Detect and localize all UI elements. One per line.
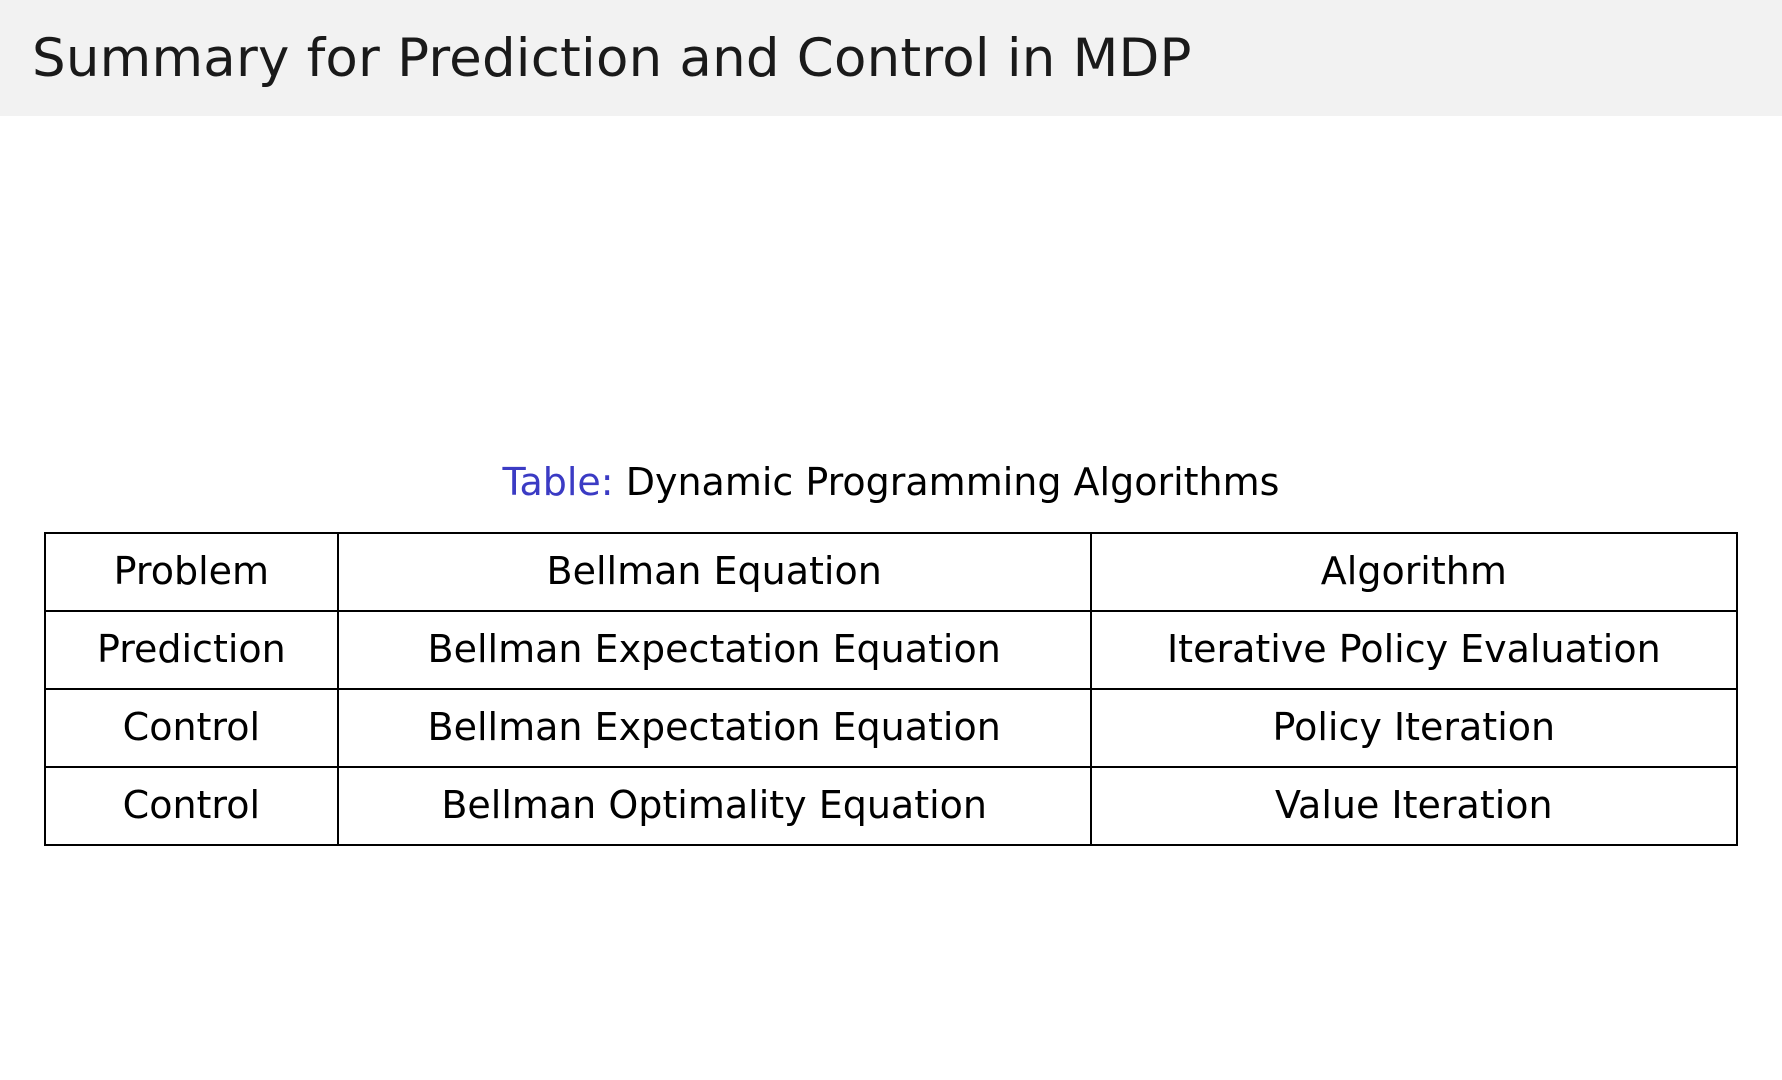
table-caption-label: Table: — [502, 460, 614, 504]
page-title: Summary for Prediction and Control in MDP — [32, 27, 1192, 89]
table-header-cell-problem: Problem — [45, 533, 338, 611]
table-cell-bellman-equation: Bellman Optimality Equation — [338, 767, 1091, 845]
table-row — [45, 611, 1737, 689]
table-header-cell-algorithm: Algorithm — [1091, 533, 1737, 611]
table-cell-algorithm: Iterative Policy Evaluation — [1091, 611, 1737, 689]
slide-title-bar — [0, 0, 1782, 116]
table-row — [45, 767, 1737, 845]
table-cell-problem: Control — [45, 767, 338, 845]
table-row — [45, 689, 1737, 767]
table-cell-problem: Prediction — [45, 611, 338, 689]
dynamic-programming-table — [44, 532, 1738, 846]
table-cell-algorithm: Policy Iteration — [1091, 689, 1737, 767]
table-cell-bellman-equation: Bellman Expectation Equation — [338, 689, 1091, 767]
table-cell-bellman-equation: Bellman Expectation Equation — [338, 611, 1091, 689]
table-cell-algorithm: Value Iteration — [1091, 767, 1737, 845]
table-caption-text: Dynamic Programming Algorithms — [625, 460, 1280, 504]
table-container — [0, 532, 1782, 846]
table-header-row — [45, 533, 1737, 611]
table-cell-problem: Control — [45, 689, 338, 767]
slide-content — [0, 116, 1782, 846]
table-header-cell-bellman-equation: Bellman Equation — [338, 533, 1091, 611]
table-caption — [0, 462, 1782, 504]
